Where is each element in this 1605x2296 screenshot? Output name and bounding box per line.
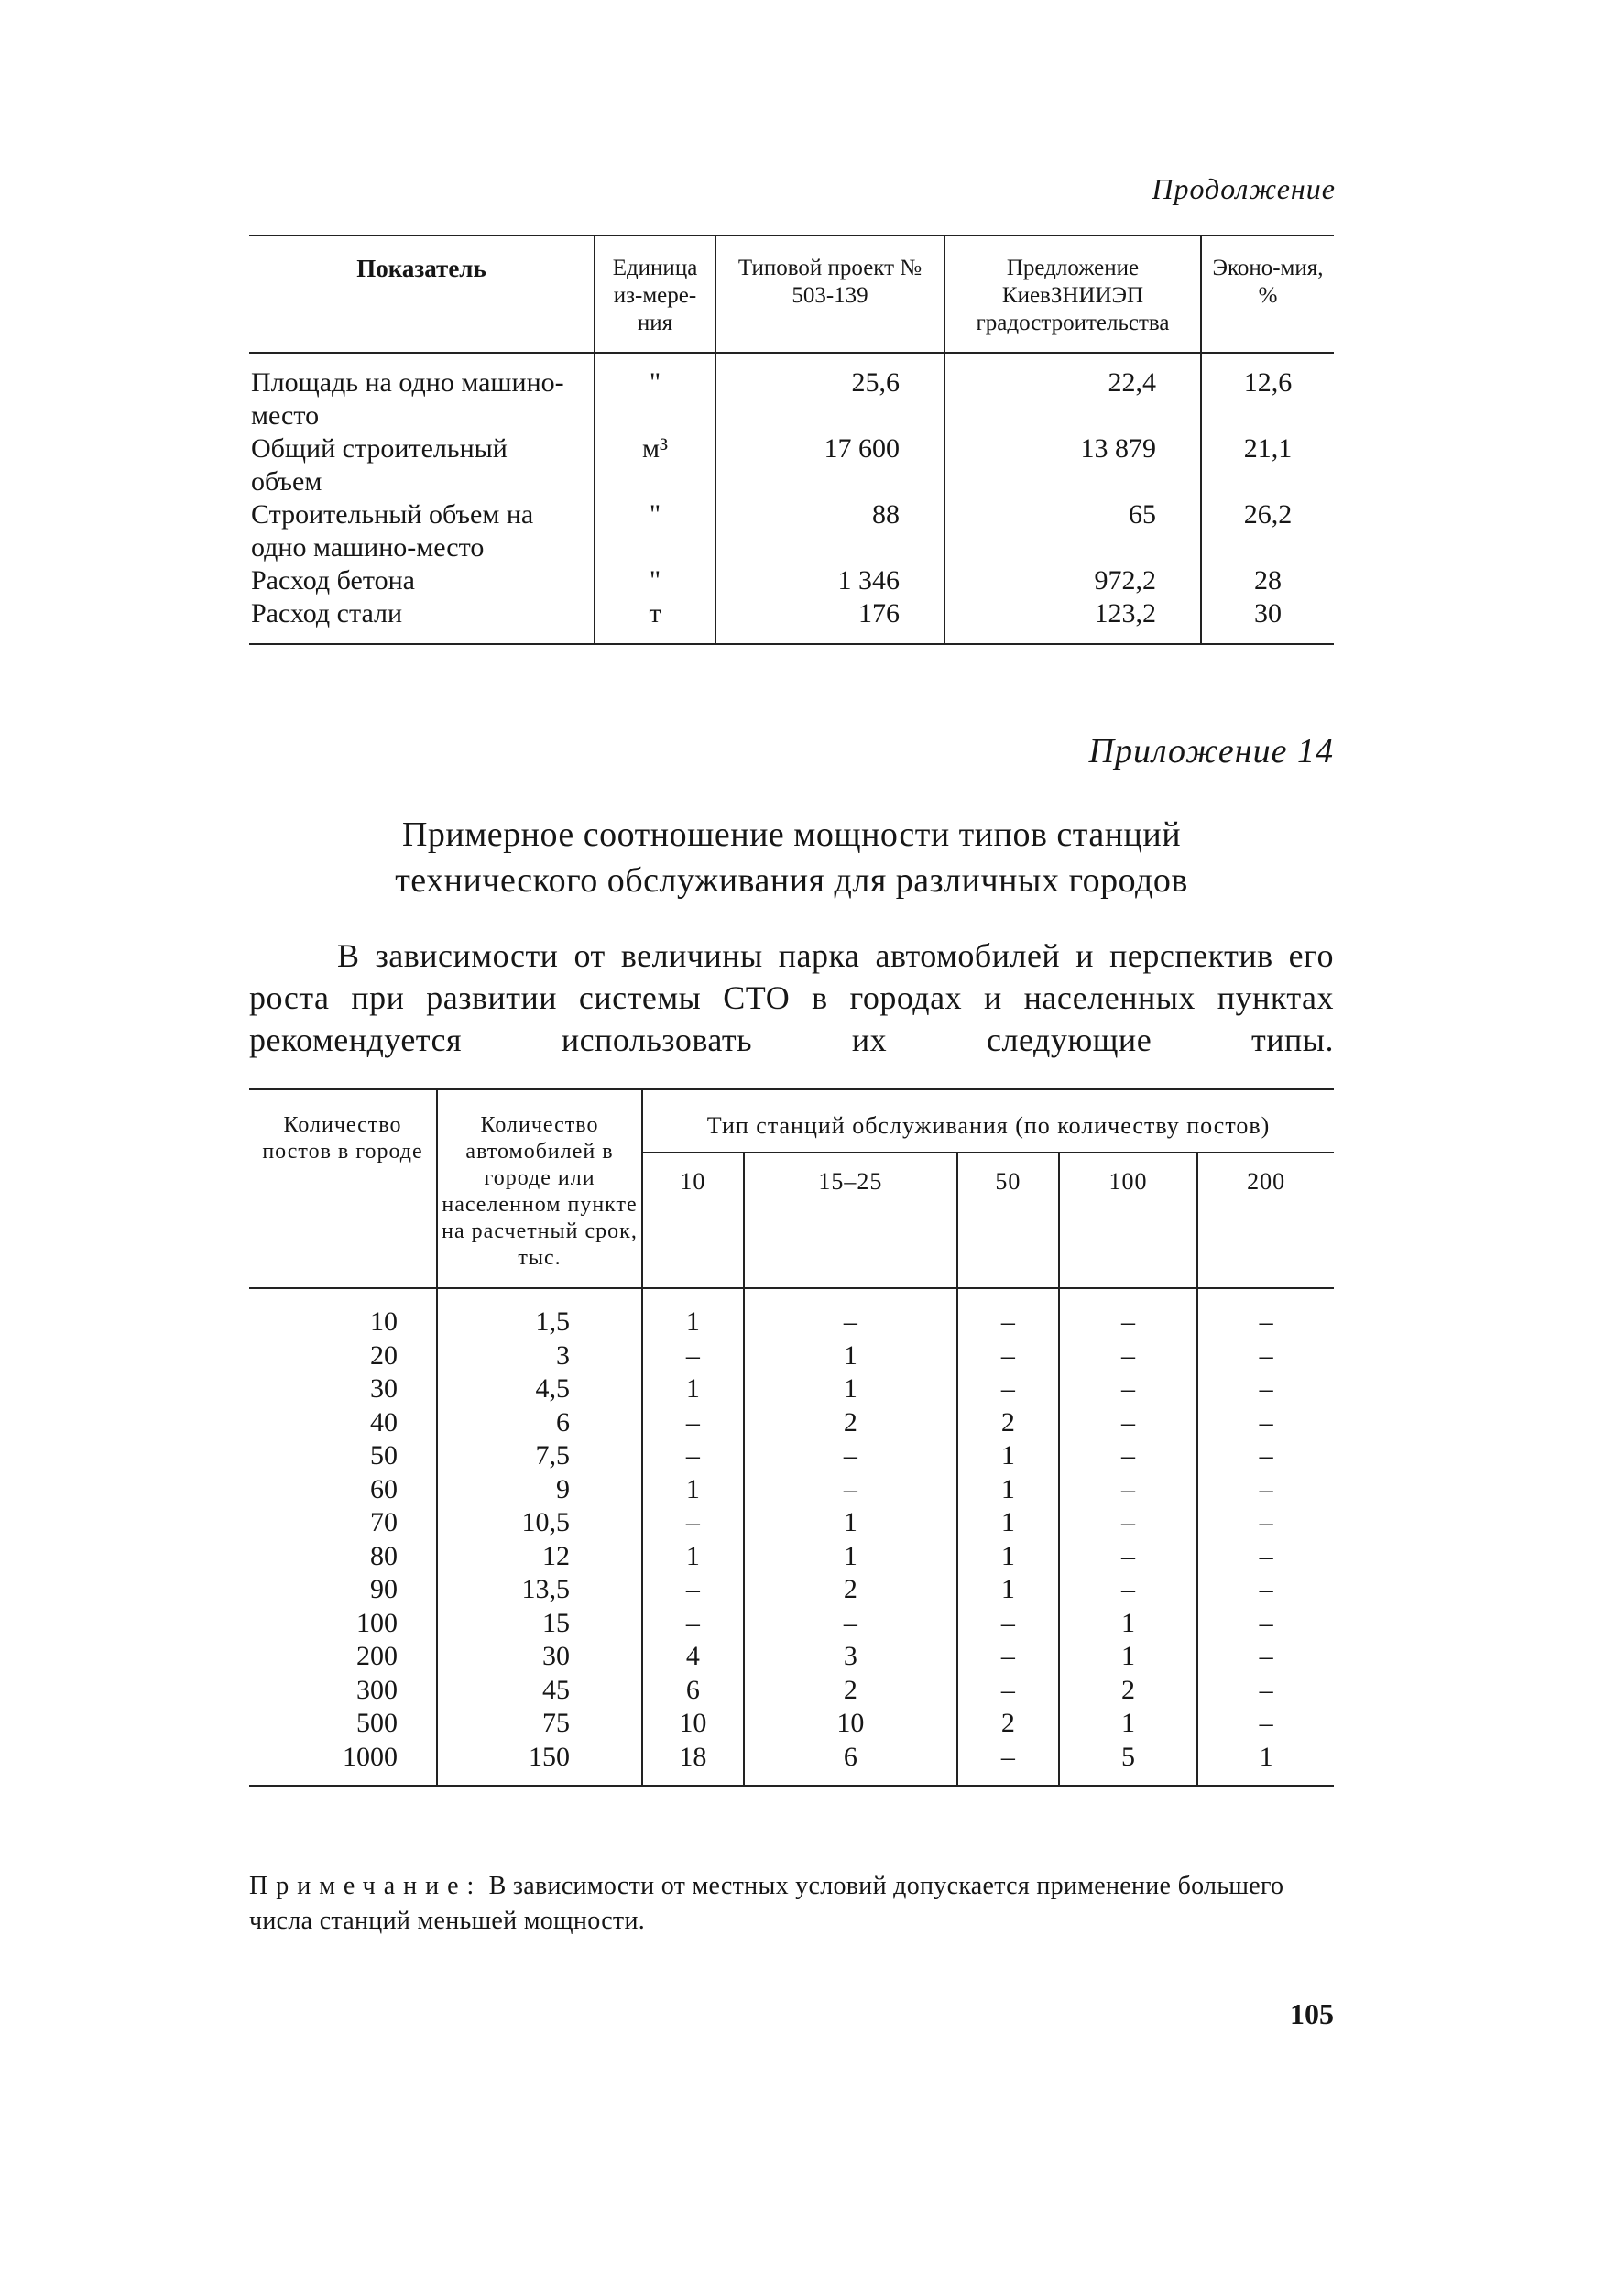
type-10: 6: [642, 1674, 744, 1708]
unit-cell: м³: [595, 432, 715, 498]
subheader-15-25: 15–25: [744, 1153, 957, 1288]
table2-header-station-types: Тип станций обслуживания (по количеству постов): [642, 1089, 1334, 1153]
continued-label: Продолжение: [1152, 172, 1336, 205]
type-15-25: –: [744, 1439, 957, 1473]
table-row: [249, 1506, 1334, 1540]
type-15-25: 1: [744, 1506, 957, 1540]
section-title: [249, 812, 1334, 903]
type-200: –: [1259, 1473, 1273, 1504]
table-row: [249, 1640, 1334, 1674]
cars-count: 9: [437, 1473, 642, 1507]
type-15-25: 2: [744, 1406, 957, 1440]
type-100: –: [1059, 1573, 1198, 1607]
type-100: –: [1059, 1406, 1198, 1440]
posts-count: 100: [356, 1607, 398, 1638]
subheader-50: 50: [957, 1153, 1059, 1288]
type-50: –: [957, 1372, 1059, 1406]
cars-count: 13,5: [437, 1573, 642, 1607]
type-15-25: 6: [744, 1741, 957, 1787]
proposal-value: 13 879: [944, 432, 1201, 498]
type-15-25: 2: [744, 1674, 957, 1708]
proposal-value: 972,2: [944, 564, 1201, 597]
table1-header-savings: Эконо-мия, %: [1201, 235, 1334, 353]
type-200: –: [1259, 1307, 1273, 1337]
savings-value: 28: [1254, 565, 1282, 596]
table2-body: [249, 1288, 1334, 1786]
section-title-line-1: Примерное соотношение мощности типов станций: [401, 815, 1182, 854]
type-10: 1: [642, 1473, 744, 1507]
table-row: [249, 1540, 1334, 1574]
station-types-table: [249, 1088, 1334, 1787]
posts-count: 30: [370, 1373, 398, 1404]
typical-project-value: 17 600: [715, 432, 944, 498]
type-50: 1: [957, 1473, 1059, 1507]
table-row: [249, 432, 1334, 498]
unit-cell: т: [595, 597, 715, 644]
type-15-25: 1: [744, 1540, 957, 1574]
type-10: 1: [642, 1288, 744, 1339]
type-100: 1: [1059, 1640, 1198, 1674]
type-50: –: [957, 1640, 1059, 1674]
indicator-name: Расход стали: [249, 597, 595, 644]
table-row: [249, 1573, 1334, 1607]
table-row: [249, 1741, 1334, 1787]
table1-header-typical-project: Типовой проект № 503-139: [715, 235, 944, 353]
subheader-200: 200: [1197, 1153, 1334, 1288]
indicator-name: Расход бетона: [251, 565, 415, 596]
type-50: 2: [957, 1406, 1059, 1440]
table-row: [249, 1339, 1334, 1373]
posts-count: 200: [356, 1641, 398, 1671]
type-15-25: 3: [744, 1640, 957, 1674]
posts-count: 80: [370, 1540, 398, 1571]
cars-count: 6: [437, 1406, 642, 1440]
type-50: 1: [957, 1506, 1059, 1540]
type-10: 18: [642, 1741, 744, 1787]
table2-header-row: [249, 1089, 1334, 1153]
type-100: 1: [1059, 1607, 1198, 1641]
type-10: –: [642, 1607, 744, 1641]
type-10: –: [642, 1506, 744, 1540]
type-100: 2: [1059, 1674, 1198, 1708]
indicator-name: Площадь на одно машино-место: [251, 367, 564, 431]
typical-project-value: 176: [715, 597, 944, 644]
type-50: –: [957, 1339, 1059, 1373]
typical-project-value: 88: [715, 498, 944, 564]
type-50: –: [957, 1288, 1059, 1339]
table-row: [249, 1288, 1334, 1339]
table1-header-proposal: Предложение КиевЗНИИЭП градостроительства: [944, 235, 1201, 353]
type-15-25: 1: [744, 1339, 957, 1373]
footnote-text: В зависимости от местных условий допускается применение большего числа станций меньшей мощности.: [249, 1872, 1284, 1935]
type-100: –: [1059, 1540, 1198, 1574]
type-200: –: [1259, 1507, 1273, 1537]
posts-count: 50: [370, 1440, 398, 1471]
building-indicators-table: [249, 235, 1334, 645]
cars-count: 30: [437, 1640, 642, 1674]
savings-value: 12,6: [1243, 367, 1293, 398]
posts-count: 1000: [249, 1741, 437, 1787]
table-row: [249, 1707, 1334, 1741]
type-10: 4: [642, 1640, 744, 1674]
typical-project-value: 25,6: [715, 353, 944, 432]
type-10: –: [642, 1573, 744, 1607]
typical-project-value: 1 346: [715, 564, 944, 597]
table2-header-cars: Количество автомобилей в городе или населенном пункте на расчетный срок, тыс.: [437, 1089, 642, 1288]
type-100: –: [1059, 1473, 1198, 1507]
cars-count: 7,5: [437, 1439, 642, 1473]
posts-count: 20: [370, 1339, 398, 1371]
savings-value: 30: [1201, 597, 1334, 644]
type-200: –: [1259, 1574, 1273, 1604]
type-50: –: [957, 1741, 1059, 1787]
table-row: [249, 1607, 1334, 1641]
posts-count: 500: [356, 1708, 398, 1738]
type-200: –: [1259, 1406, 1273, 1438]
type-15-25: 1: [744, 1372, 957, 1406]
cars-count: 1,5: [437, 1288, 642, 1339]
table2-header-posts: Количество постов в городе: [249, 1089, 437, 1288]
type-10: 1: [642, 1540, 744, 1574]
subheader-10: 10: [642, 1153, 744, 1288]
type-50: 1: [957, 1540, 1059, 1574]
table1-header-indicator: Показатель: [249, 235, 595, 353]
type-200: –: [1259, 1339, 1273, 1371]
type-50: 1: [957, 1573, 1059, 1607]
type-50: 1: [957, 1439, 1059, 1473]
table-row: [249, 1406, 1334, 1440]
page-number: 105: [1290, 1997, 1334, 2030]
footnote-label: Примечание:: [249, 1872, 483, 1900]
posts-count: 10: [370, 1307, 398, 1337]
type-200: –: [1259, 1440, 1273, 1471]
cars-count: 4,5: [437, 1372, 642, 1406]
intro-paragraph: В зависимости от величины парка автомобилей и перспектив его роста при развитии системы СТО в городах и населенных пунктах рекомендуется использовать их следующие типы.: [249, 937, 1334, 1058]
cars-count: 10,5: [437, 1506, 642, 1540]
proposal-value: 123,2: [944, 597, 1201, 644]
table-row: [249, 1439, 1334, 1473]
type-100: –: [1059, 1288, 1198, 1339]
type-15-25: 2: [744, 1573, 957, 1607]
footnote: [249, 1869, 1334, 1939]
cars-count: 3: [437, 1339, 642, 1373]
type-100: 1: [1059, 1707, 1198, 1741]
type-200: –: [1259, 1373, 1273, 1404]
indicator-name: Общий строительный объем: [251, 433, 508, 497]
cars-count: 75: [437, 1707, 642, 1741]
posts-count: 70: [370, 1507, 398, 1537]
type-10: –: [642, 1339, 744, 1373]
proposal-value: 22,4: [944, 353, 1201, 432]
type-200: 1: [1197, 1741, 1334, 1787]
type-100: –: [1059, 1506, 1198, 1540]
table-row: [249, 564, 1334, 597]
type-100: –: [1059, 1439, 1198, 1473]
table-row: [249, 498, 1334, 564]
type-200: –: [1259, 1607, 1273, 1638]
table-row: [249, 353, 1334, 432]
cars-count: 15: [437, 1607, 642, 1641]
type-200: –: [1259, 1674, 1273, 1705]
indicator-name: Строительный объем на одно машино-место: [251, 499, 534, 563]
cars-count: 12: [437, 1540, 642, 1574]
unit-cell: ": [595, 353, 715, 432]
table-row: [249, 1372, 1334, 1406]
type-200: –: [1259, 1641, 1273, 1671]
type-100: –: [1059, 1339, 1198, 1373]
appendix-label: Приложение 14: [1088, 732, 1334, 771]
type-50: 2: [957, 1707, 1059, 1741]
type-200: –: [1259, 1540, 1273, 1571]
posts-count: 60: [370, 1473, 398, 1504]
type-200: –: [1259, 1708, 1273, 1738]
savings-value: 21,1: [1243, 433, 1293, 464]
savings-value: 26,2: [1243, 499, 1293, 530]
posts-count: 90: [370, 1574, 398, 1604]
type-50: –: [957, 1674, 1059, 1708]
type-50: –: [957, 1607, 1059, 1641]
type-100: –: [1059, 1372, 1198, 1406]
type-10: –: [642, 1406, 744, 1440]
type-15-25: 10: [744, 1707, 957, 1741]
section-title-line-2: технического обслуживания для различных городов: [395, 861, 1188, 900]
type-15-25: –: [744, 1473, 957, 1507]
table-row: [249, 597, 1334, 644]
posts-count: 40: [370, 1406, 398, 1438]
cars-count: 45: [437, 1674, 642, 1708]
table-row: [249, 1473, 1334, 1507]
table-row: [249, 1674, 1334, 1708]
type-15-25: –: [744, 1607, 957, 1641]
cars-count: 150: [437, 1741, 642, 1787]
type-10: 1: [642, 1372, 744, 1406]
type-10: –: [642, 1439, 744, 1473]
unit-cell: ": [595, 564, 715, 597]
posts-count: 300: [356, 1674, 398, 1705]
subheader-100: 100: [1059, 1153, 1198, 1288]
type-10: 10: [642, 1707, 744, 1741]
table1-header-unit: Единица из-мере-ния: [595, 235, 715, 353]
proposal-value: 65: [944, 498, 1201, 564]
type-15-25: –: [744, 1288, 957, 1339]
unit-cell: ": [595, 498, 715, 564]
table1-header-row: [249, 235, 1334, 353]
type-100: 5: [1059, 1741, 1198, 1787]
